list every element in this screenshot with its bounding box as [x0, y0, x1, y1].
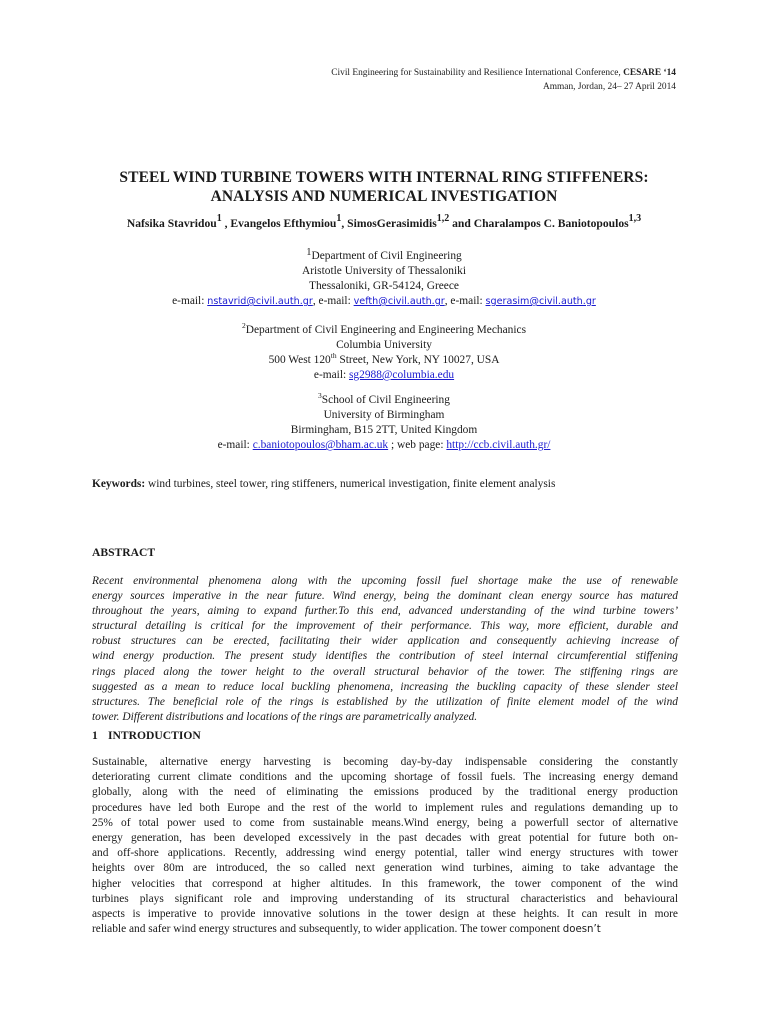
- author-affiliation-mark: 1,2: [436, 213, 450, 224]
- affiliation-2: [0, 323, 768, 383]
- affiliation-street: 500 West 120th Street, New York, NY 10027, USA: [268, 351, 500, 366]
- affiliation-contact: e-mail: c.baniotopoulos@bham.ac.uk ; web page: http://ccb.civil.auth.gr/: [217, 439, 551, 451]
- affiliation-university: Aristotle University of Thessaloniki: [302, 265, 466, 277]
- body-line: 25% of total power used to come from sustainable means.Wind energy, being a powerfull sector of alternative: [92, 816, 678, 829]
- keywords-text: wind turbines, steel tower, ring stiffeners, numerical investigation, finite element analysis: [145, 478, 556, 490]
- affiliation-email: e-mail: sg2988@columbia.edu: [313, 369, 455, 381]
- keywords-label: Keywords:: [92, 478, 146, 490]
- title-line-2: ANALYSIS AND NUMERICAL INVESTIGATION: [210, 188, 558, 205]
- author-affiliation-mark: 1,3: [628, 213, 642, 224]
- author-name: Charalampos C. Baniotopoulos: [473, 217, 629, 230]
- section-number: 1: [92, 729, 98, 742]
- keywords: [92, 477, 555, 492]
- email-link[interactable]: c.baniotopoulos@bham.ac.uk: [252, 439, 389, 451]
- affiliation-university: University of Birmingham: [323, 409, 445, 421]
- body-line: and off-shore applications. Recently, addressing wind energy potential, taller wind energy structures with tower: [92, 847, 678, 860]
- affiliation-3: [0, 393, 768, 453]
- abstract-line: robust structures can be erected, facilitating their wider application and consequently achieving increase of: [92, 635, 678, 648]
- author-affiliation-mark: 1: [336, 213, 342, 224]
- author-name: Evangelos Efthymiou: [230, 217, 337, 230]
- conference-header: [331, 66, 676, 94]
- body-line: globally, along with the need of eliminating the emissions produced by the traditional energy production: [92, 786, 678, 799]
- email-link[interactable]: nstavrid@civil.auth.gr: [207, 296, 313, 307]
- abstract-line: wind energy production. The present study identifies the contribution of steel internal circumferential stiffening: [92, 650, 678, 663]
- email-link[interactable]: sg2988@columbia.edu: [349, 369, 455, 381]
- title-line-1: STEEL WIND TURBINE TOWERS WITH INTERNAL RING STIFFENERS:: [119, 169, 649, 186]
- body-line-tail: doesn’t: [562, 924, 601, 936]
- abstract-line: energy sources imperative in the near future. Wind energy, being the dominant clean energy source has matured: [92, 590, 678, 603]
- body-line: procedures have led both Europe and the rest of the world to implement rules and regulations demanding up to: [92, 801, 678, 814]
- section-title: INTRODUCTION: [108, 729, 201, 742]
- email-link[interactable]: vefth@civil.auth.gr: [353, 296, 445, 307]
- introduction-body: [92, 755, 678, 937]
- author-list: Nafsika Stavridou$^1$ , Evangelos Efthymiou$^1$, SimosGerasimidis$^{1,2}$ and Charalampos C. Baniotopoulos$^{1,3}$: [126, 213, 642, 230]
- conference-line: Civil Engineering for Sustainability and Resilience International Conference, CESARE ‘14: [331, 68, 676, 78]
- abstract-line: suggested as a mean to reduce local buckling phenomena, increasing the buckling capacity of these slender steel: [92, 680, 678, 693]
- affiliation-city: Thessaloniki, GR-54124, Greece: [309, 280, 459, 292]
- affiliation-dept: $^2$Department of Civil Engineering and Engineering Mechanics: [242, 321, 526, 336]
- section-heading-introduction: [92, 729, 201, 742]
- body-line: deteriorating current climate conditions and the upcoming shortage of fossil fuels. The increasing energy demand: [92, 771, 678, 784]
- affiliation-dept: $^1$Department of Civil Engineering: [306, 247, 462, 262]
- body-line: Sustainable, alternative energy harvesting is becoming day-by-day indispensable considering the constantly: [92, 756, 678, 768]
- abstract-line: structures. The beneficial role of the rings is established by the utilization of finite element model of the wind: [92, 695, 678, 708]
- body-line: reliable and safer wind energy structures and subsequently, to wider application. The tower component doesn’t: [92, 923, 601, 936]
- author-name: Nafsika Stavridou: [126, 217, 217, 230]
- body-line: energy generation, has been developed excessively in the past decades with great potential for future both on-: [92, 832, 678, 845]
- paper-title: [0, 168, 768, 206]
- abstract-line: throughout the years, aiming to expand further.To this end, advanced understanding of the wind turbine towers’: [92, 605, 678, 618]
- affiliation-emails: e-mail: nstavrid@civil.auth.gr, e-mail: vefth@civil.auth.gr, e-mail: sgerasim@civil.auth.gr: [172, 295, 596, 307]
- affiliation-1: [0, 249, 768, 309]
- abstract-line: structural detailing is critical for the improvement of their performance. This way, more efficient, durable and: [92, 620, 678, 633]
- abstract-heading: ABSTRACT: [92, 546, 156, 559]
- conference-acronym: CESARE ‘14: [623, 68, 676, 78]
- body-line: higher velocities that correspond at higher altitudes. In this framework, the tower component of the wind: [92, 877, 678, 890]
- author-affiliation-mark: 1: [216, 213, 222, 224]
- abstract-line: rings placed along the tower height to the overall structural behavior of the tower. The stiffening rings are: [92, 665, 678, 678]
- affiliation-dept: $^3$School of Civil Engineering: [318, 391, 450, 406]
- abstract-line: tower. Different distributions and locations of the rings are parametrically analyzed.: [92, 710, 478, 723]
- web-page-link[interactable]: http://ccb.civil.auth.gr/: [446, 439, 551, 451]
- abstract-line: Recent environmental phenomena along with the upcoming fossil fuel shortage make the use of renewable: [92, 575, 678, 587]
- affiliation-university: Columbia University: [336, 339, 432, 351]
- email-link[interactable]: sgerasim@civil.auth.gr: [485, 296, 596, 307]
- body-line: heights over 80m are introduced, the so called next generation wind turbines, aiming to take advantage the: [92, 862, 678, 875]
- body-line: aspects is imperative to provide innovative solutions in the tower design at these heights. It can result in more: [92, 908, 678, 921]
- conference-location: Amman, Jordan, 24– 27 April 2014: [542, 82, 676, 92]
- body-line: turbines plays significant role and improving understanding of its structural characteristics and behavioural: [92, 892, 678, 905]
- abstract-body: [92, 574, 678, 725]
- author-name: SimosGerasimidis: [347, 217, 437, 230]
- affiliation-city: Birmingham, B15 2TT, United Kingdom: [290, 424, 478, 436]
